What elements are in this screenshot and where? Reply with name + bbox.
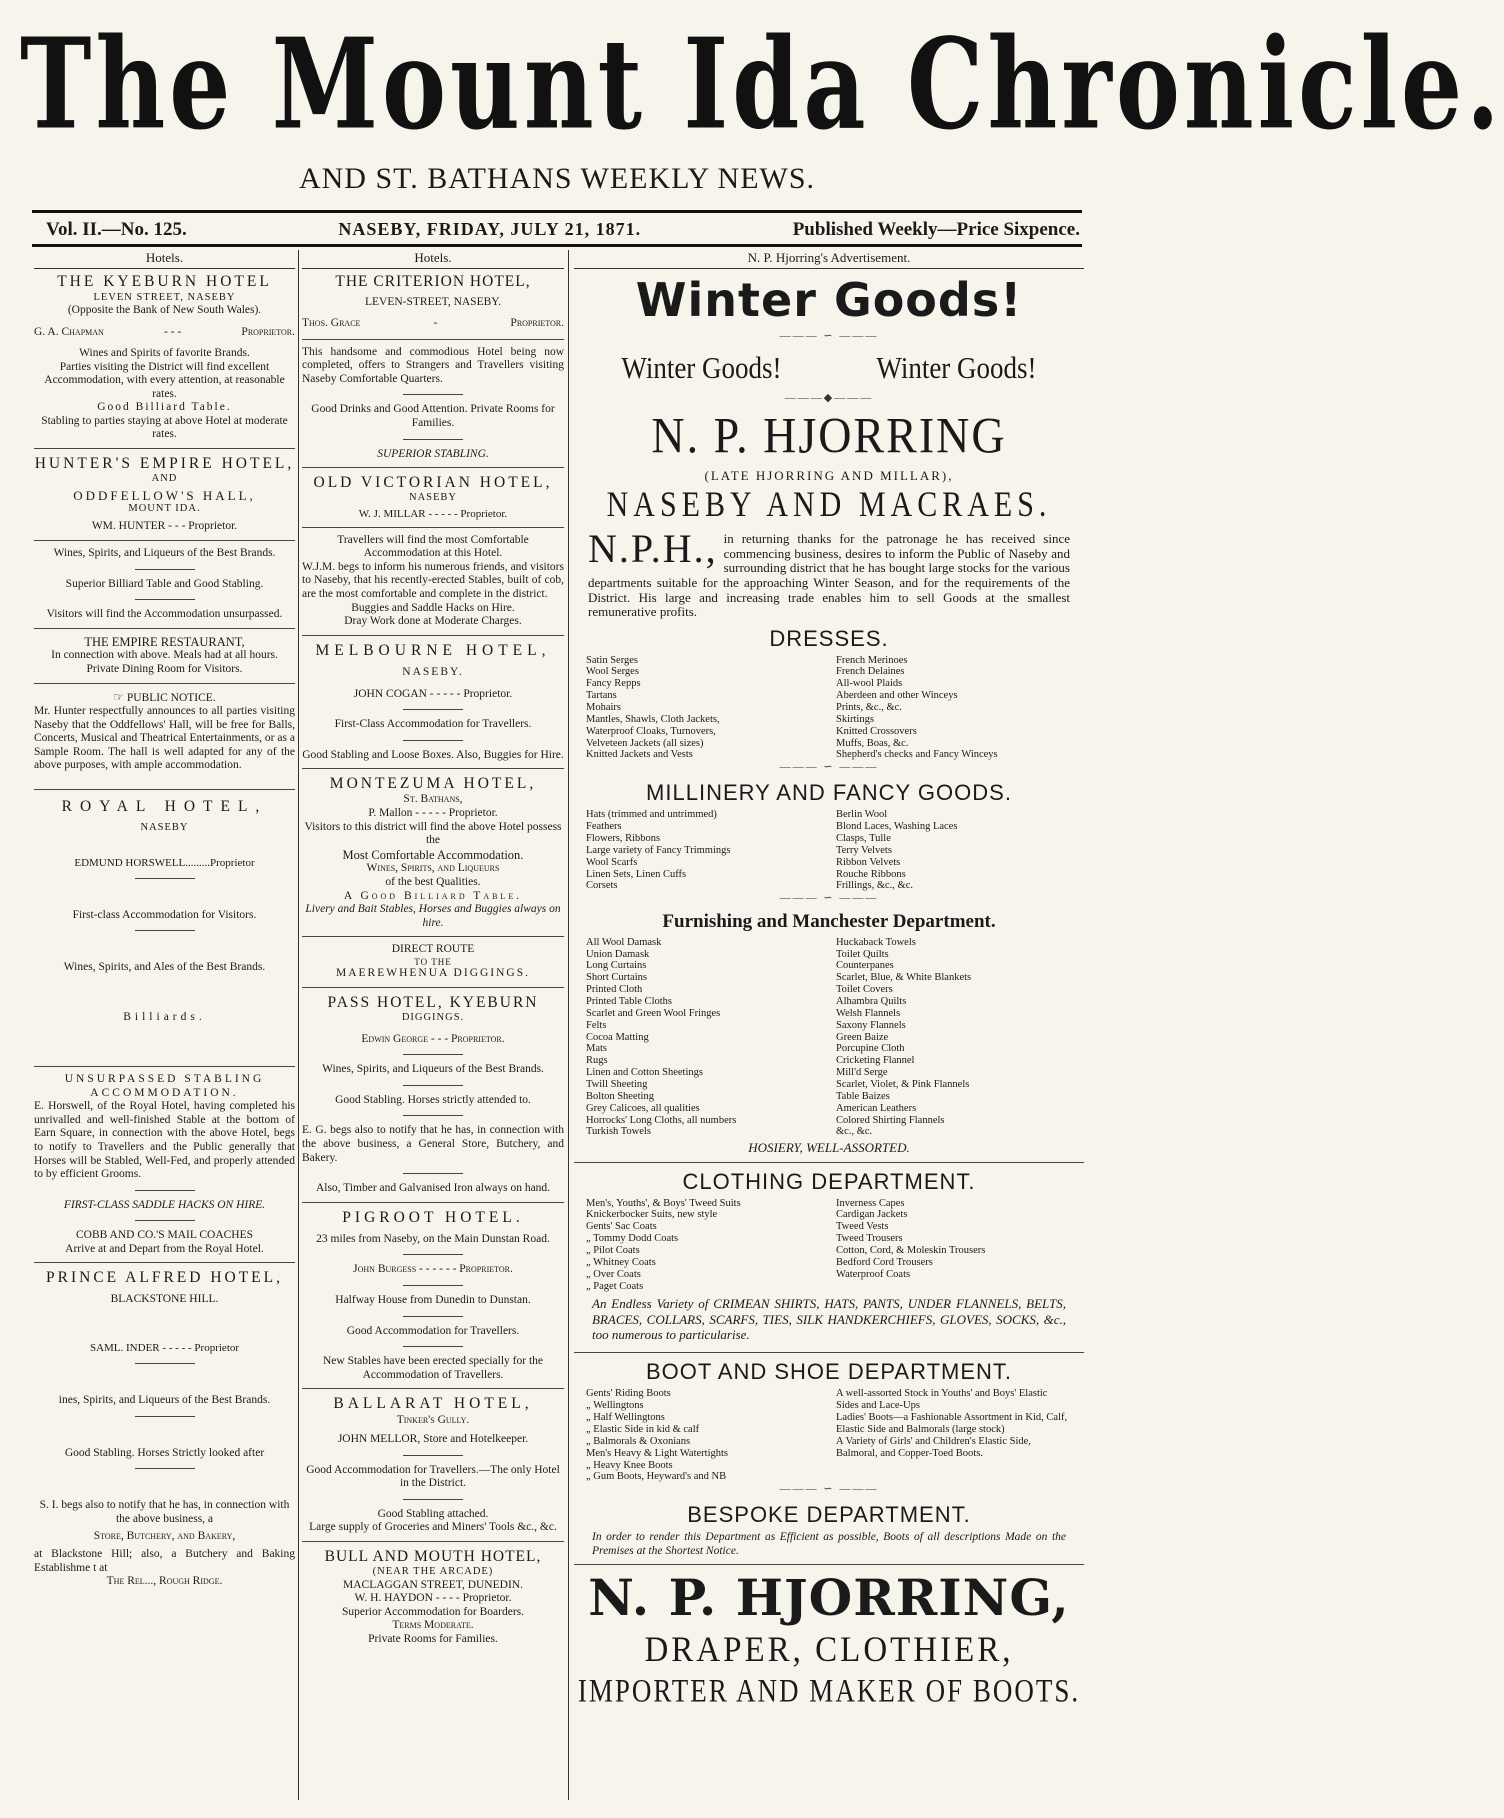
kyeburn-stabling: Stabling to parties staying at above Hotel at moderate rates. bbox=[41, 414, 288, 441]
victorian-buggies: Buggies and Saddle Hacks on Hire. bbox=[351, 601, 515, 614]
list-item: Ribbon Velvets bbox=[836, 856, 901, 868]
montezuma-hotel-name: MONTEZUMA HOTEL, bbox=[329, 775, 537, 793]
list-item: Gents' Riding Boots bbox=[586, 1388, 671, 1400]
list-item: A Variety of Girls' and Children's Elastic Side, Balmoral, and Copper-Toed Boots. bbox=[836, 1435, 1031, 1459]
pass-place: DIGGINGS. bbox=[401, 1012, 465, 1024]
kyeburn-proprietor: G. A. Chapman - - - Proprietor. bbox=[34, 325, 295, 338]
ballarat-accom: Good Accommodation for Travellers.—The only Hotel in the District. bbox=[306, 1463, 560, 1490]
list-item: Green Baize bbox=[836, 1031, 889, 1043]
pigroot-accom: Good Accommodation for Travellers. bbox=[346, 1324, 520, 1337]
divider bbox=[34, 683, 295, 684]
montezuma-billiard: A Good Billiard Table. bbox=[343, 889, 523, 902]
victorian-hotel-name: OLD VICTORIAN HOTEL, bbox=[313, 474, 553, 492]
divider bbox=[34, 1262, 295, 1263]
ballarat-supply: Large supply of Groceries and Miners' Tools &c., &c. bbox=[309, 1521, 557, 1534]
hunter-visitors: Visitors will find the Accommodation unsurpassed. bbox=[46, 608, 283, 621]
cobb-coaches: COBB AND CO.'S MAIL COACHES bbox=[75, 1229, 254, 1242]
stabling-text: E. Horswell, of the Royal Hotel, having completed his unrivalled and well-finished Stable at the bottom of Earn Square, in connection with the above Hotel, begs to notify to Travellers and the Public generally that Horses will be Stabled, Well-Fed, and properly attended to by efficient Grooms. bbox=[34, 1100, 295, 1181]
list-item: Waterproof Cloaks, Turnovers, bbox=[586, 725, 716, 737]
divider bbox=[302, 467, 564, 468]
list-item: Muffs, Boas, &c. bbox=[836, 737, 909, 749]
list-item: Turkish Towels bbox=[586, 1126, 651, 1138]
prince-place: BLACKSTONE HILL. bbox=[110, 1292, 219, 1305]
dateline bbox=[46, 219, 1080, 241]
divider bbox=[403, 1285, 463, 1286]
list-item: „ Heavy Knee Boots bbox=[586, 1459, 673, 1471]
list-item: Frillings, &c., &c. bbox=[836, 880, 913, 892]
list-item: Flowers, Ribbons bbox=[586, 832, 661, 844]
list-item: Saxony Flannels bbox=[836, 1019, 906, 1031]
prince-text: S. I. begs also to notify that he has, in connection with the above business, a bbox=[39, 1499, 290, 1525]
ornament: ——— ∽ ——— bbox=[779, 892, 879, 905]
royal-wines: Wines, Spirits, and Ales of the Best Brands. bbox=[63, 961, 266, 974]
oddfellows-hall: ODDFELLOW'S HALL, bbox=[73, 487, 256, 503]
divider bbox=[135, 1190, 195, 1191]
bull-near: (NEAR THE ARCADE) bbox=[372, 1566, 494, 1578]
pigroot-text: 23 miles from Naseby, on the Main Dunstan Road. bbox=[316, 1232, 550, 1245]
list-item: Linen Sets, Linen Cuffs bbox=[586, 868, 687, 880]
divider bbox=[34, 540, 295, 541]
list-item: Long Curtains bbox=[586, 960, 647, 972]
royal-place: NASEBY bbox=[140, 822, 189, 834]
list-item: „ Balmorals & Oxonians bbox=[586, 1435, 691, 1447]
divider bbox=[135, 1220, 195, 1221]
furnishing-title: Furnishing and Manchester Department. bbox=[662, 911, 996, 933]
stabling-title: UNSURPASSED STABLING ACCOMMODATION. bbox=[64, 1073, 265, 1099]
divider bbox=[403, 1346, 463, 1347]
list-item: „ Half Wellingtons bbox=[586, 1412, 665, 1424]
victorian-proprietor: W. J. MILLAR - - - - - Proprietor. bbox=[358, 507, 508, 520]
list-item: Short Curtains bbox=[586, 972, 647, 984]
masthead-title: The Mount Ida Chronicle. bbox=[20, 10, 1504, 158]
list-item: Knitted Crossovers bbox=[836, 725, 917, 737]
pigroot-halfway: Halfway House from Dunedin to Dunstan. bbox=[335, 1294, 531, 1307]
kyeburn-hotel-name: THE KYEBURN HOTEL bbox=[57, 273, 272, 291]
list-item: Berlin Wool bbox=[836, 809, 888, 821]
section-header: Hotels. bbox=[302, 250, 564, 269]
public-notice-title bbox=[34, 690, 295, 706]
divider bbox=[403, 1254, 463, 1255]
list-item: Prints, &c., &c. bbox=[836, 702, 902, 714]
hjorring-late: (LATE HJORRING AND MILLAR), bbox=[704, 467, 954, 483]
list-item: Table Baizes bbox=[836, 1090, 890, 1102]
list-item: Wool Scarfs bbox=[586, 856, 638, 868]
bull-street: MACLAGGAN STREET, DUNEDIN. bbox=[343, 1578, 523, 1591]
list-item: Cocoa Matting bbox=[586, 1031, 649, 1043]
divider bbox=[403, 1115, 463, 1116]
list-item: Tweed Trousers bbox=[836, 1233, 903, 1245]
footer-name: N. P. HJORRING, bbox=[588, 1568, 1070, 1628]
footer-trade1: DRAPER, CLOTHIER, bbox=[644, 1630, 1014, 1671]
divider bbox=[403, 740, 463, 741]
divider bbox=[302, 635, 564, 636]
clothing-list bbox=[574, 1198, 1084, 1293]
criterion-hotel-name: THE CRITERION HOTEL, bbox=[335, 273, 531, 291]
montezuma-wines: Wines, Spirits, and Liqueurs bbox=[366, 862, 500, 875]
masthead-subtitle: AND ST. BATHANS WEEKLY NEWS. bbox=[298, 162, 816, 195]
list-item: Scarlet and Green Wool Fringes bbox=[586, 1007, 721, 1019]
route-title: DIRECT ROUTE bbox=[391, 943, 475, 956]
section-header: N. P. Hjorring's Advertisement. bbox=[574, 250, 1084, 269]
divider bbox=[403, 1316, 463, 1317]
pigroot-proprietor: John Burgess - - - - - - Proprietor. bbox=[353, 1263, 513, 1276]
divider bbox=[302, 1202, 564, 1203]
hjorring-name: N. P. HJORRING bbox=[651, 407, 1007, 464]
list-item: Mats bbox=[586, 1043, 607, 1055]
column-divider-1 bbox=[298, 250, 299, 1800]
montezuma-livery: Livery and Bait Stables, Horses and Buggies always on hire. bbox=[305, 903, 561, 929]
boots-list bbox=[574, 1388, 1084, 1483]
winter-goods-sub bbox=[574, 350, 1084, 387]
hunter-place: MOUNT IDA. bbox=[128, 503, 201, 515]
divider bbox=[34, 448, 295, 449]
divider bbox=[135, 599, 195, 600]
divider bbox=[135, 569, 195, 570]
bull-terms: Terms Moderate. bbox=[392, 1619, 474, 1632]
saddle-hacks: FIRST-CLASS SADDLE HACKS ON HIRE. bbox=[63, 1198, 266, 1211]
boots-right bbox=[836, 1388, 1072, 1483]
winter-goods-left: Winter Goods! bbox=[621, 350, 782, 385]
royal-proprietor: EDMUND HORSWELL.........Proprietor bbox=[74, 856, 255, 869]
melbourne-place: NASEBY. bbox=[402, 665, 464, 678]
furnishing-list bbox=[574, 937, 1084, 1139]
proprietor-role: Proprietor. bbox=[241, 325, 295, 338]
column-hjorring-advertisement bbox=[574, 250, 1084, 1708]
intro-paragraph bbox=[574, 526, 1084, 620]
kyeburn-parties: Parties visiting the District will find excellent Accommodation, with every attention, at reasonable rates. bbox=[44, 360, 285, 400]
list-item: &c., &c. bbox=[836, 1126, 873, 1138]
montezuma-accom: Most Comfortable Accommodation. bbox=[342, 847, 524, 862]
pass-stabling: Good Stabling. Horses strictly attended to. bbox=[335, 1093, 531, 1106]
route-to: TO THE bbox=[414, 956, 452, 967]
pigroot-stables: New Stables have been erected specially for the Accommodation of Travellers. bbox=[323, 1355, 543, 1381]
millinery-title: MILLINERY AND FANCY GOODS. bbox=[646, 780, 1012, 806]
winter-goods-headline: Winter Goods! bbox=[635, 273, 1023, 328]
list-item: Aberdeen and other Winceys bbox=[836, 690, 958, 702]
pass-wines: Wines, Spirits, and Liqueurs of the Best Brands. bbox=[322, 1063, 544, 1076]
list-item: Blond Laces, Washing Laces bbox=[836, 821, 958, 833]
list-item: Printed Table Cloths bbox=[586, 995, 672, 1007]
rule-top bbox=[32, 210, 1082, 213]
intro-text: in returning thanks for the patronage he has received since commencing business, desires to inform the Public of Naseby and surrounding district that he has bought large stocks for the various departments suitable for the approaching Winter Season, and for the requirements of the District. His large and increasing trade enables him to sell Goods at the smallest remunerative profits. bbox=[588, 531, 1070, 620]
montezuma-proprietor: P. Mallon - - - - - Proprietor. bbox=[368, 807, 498, 820]
hjorring-places: NASEBY AND MACRAES. bbox=[606, 484, 1052, 525]
list-item: Union Damask bbox=[586, 948, 650, 960]
notice-title-text: PUBLIC NOTICE. bbox=[126, 691, 216, 704]
victorian-text2: W.J.M. begs to inform his numerous friends, and visitors to Naseby, that his recently-erected Stables, built of cob, are the most comfortable and complete in the district. bbox=[302, 560, 564, 600]
bull-proprietor: W. H. HAYDON - - - - Proprietor. bbox=[354, 1592, 512, 1605]
list-item: All-wool Plaids bbox=[836, 678, 903, 690]
bull-accom: Superior Accommodation for Boarders. bbox=[341, 1605, 525, 1618]
divider bbox=[302, 1388, 564, 1389]
divider bbox=[302, 527, 564, 528]
furnishing-right bbox=[836, 937, 1072, 1139]
list-item: Terry Velvets bbox=[836, 844, 892, 856]
dresses-left bbox=[586, 655, 822, 762]
divider bbox=[302, 768, 564, 769]
divider bbox=[135, 1468, 195, 1469]
rule-bottom bbox=[32, 244, 1082, 247]
list-item: Porcupine Cloth bbox=[836, 1043, 905, 1055]
boots-title: BOOT AND SHOE DEPARTMENT. bbox=[645, 1359, 1013, 1385]
list-item: Toilet Quilts bbox=[836, 948, 889, 960]
divider bbox=[302, 339, 564, 340]
divider bbox=[403, 439, 463, 440]
list-item: Bolton Sheeting bbox=[586, 1090, 654, 1102]
prince-text2: at Blackstone Hill; also, a Butchery and Baking Establishme t at bbox=[34, 1548, 295, 1574]
list-item: Velveteen Jackets (all sizes) bbox=[586, 737, 704, 749]
prince-store: Store, Butchery, and Bakery, bbox=[93, 1530, 236, 1543]
bespoke-text: In order to render this Department as Efficient as possible, Boots of all descriptions Made on the Premises at the Shortest Notice. bbox=[592, 1531, 1066, 1557]
list-item: Feathers bbox=[586, 821, 622, 833]
kyeburn-billiard: Good Billiard Table. bbox=[97, 401, 232, 414]
list-item: Felts bbox=[586, 1019, 607, 1031]
list-item: Skirtings bbox=[836, 713, 874, 725]
list-item: Mantles, Shawls, Cloth Jackets, bbox=[586, 713, 720, 725]
royal-billiards: Billiards. bbox=[123, 1010, 206, 1023]
list-item: Cardigan Jackets bbox=[836, 1209, 908, 1221]
kyeburn-wines: Wines and Spirits of favorite Brands. bbox=[79, 347, 250, 360]
divider bbox=[135, 878, 195, 879]
winter-goods-right: Winter Goods! bbox=[876, 350, 1037, 385]
list-item: French Delaines bbox=[836, 666, 905, 678]
hunter-billiard: Superior Billiard Table and Good Stabling. bbox=[65, 577, 264, 590]
divider bbox=[302, 1541, 564, 1542]
royal-hotel-name: ROYAL HOTEL, bbox=[61, 797, 268, 815]
section-header: Hotels. bbox=[34, 250, 295, 269]
kyeburn-street: LEVEN STREET, NASEBY bbox=[93, 291, 236, 303]
list-item: „ Gum Boots, Heyward's and NB bbox=[586, 1471, 727, 1483]
divider bbox=[135, 1416, 195, 1417]
list-item: Wool Serges bbox=[586, 666, 639, 678]
bull-hotel-name: BULL AND MOUTH HOTEL, bbox=[324, 1547, 542, 1565]
ballarat-stabling: Good Stabling attached. bbox=[377, 1507, 489, 1520]
list-item: Fancy Repps bbox=[586, 678, 641, 690]
pass-text: E. G. begs also to notify that he has, in connection with the above business, a General Store, Butchery, and Bakery. bbox=[302, 1124, 564, 1164]
divider bbox=[403, 1173, 463, 1174]
route-destination: MAEREWHENUA DIGGINGS. bbox=[335, 967, 531, 980]
list-item: All Wool Damask bbox=[586, 936, 662, 948]
hunter-hotel-name: HUNTER'S EMPIRE HOTEL, bbox=[34, 455, 295, 473]
proprietor-name: G. A. Chapman bbox=[34, 325, 104, 338]
divider bbox=[403, 1499, 463, 1500]
list-item: Clasps, Tulle bbox=[836, 832, 891, 844]
list-item: Waterproof Coats bbox=[836, 1268, 911, 1280]
list-item: „ Over Coats bbox=[586, 1268, 641, 1280]
millinery-right bbox=[836, 809, 1072, 892]
montezuma-place: St. Bathans, bbox=[403, 793, 463, 806]
divider bbox=[574, 1162, 1084, 1163]
criterion-text: This handsome and commodious Hotel being now completed, offers to Strangers and Travellers visiting Naseby Comfortable Quarters. bbox=[302, 345, 564, 385]
furnishing-left bbox=[586, 937, 822, 1139]
proprietor-role: Proprietor. bbox=[510, 317, 564, 330]
list-item: Scarlet, Blue, & White Blankets bbox=[836, 972, 972, 984]
list-item: Hats (trimmed and untrimmed) bbox=[586, 809, 717, 821]
ballarat-hotel-name: BALLARAT HOTEL, bbox=[333, 1395, 533, 1413]
list-item: Mohairs bbox=[586, 702, 621, 714]
list-item: Counterpanes bbox=[836, 960, 894, 972]
ornament: ——— ∽ ——— bbox=[779, 329, 879, 342]
list-item: Colored Shirting Flannels bbox=[836, 1114, 945, 1126]
ballarat-place: Tinker's Gully. bbox=[396, 1413, 470, 1426]
list-item: Tartans bbox=[586, 690, 617, 702]
list-item: Welsh Flannels bbox=[836, 1007, 901, 1019]
list-item: „ Whitney Coats bbox=[586, 1256, 656, 1268]
victorian-place: NASEBY bbox=[408, 492, 457, 504]
clothing-title: CLOTHING DEPARTMENT. bbox=[682, 1168, 976, 1194]
divider bbox=[574, 1352, 1084, 1353]
boots-left bbox=[586, 1388, 822, 1483]
volume-number: Vol. II.—No. 125. bbox=[46, 219, 187, 240]
pass-hotel-name: PASS HOTEL, KYEBURN bbox=[327, 994, 539, 1012]
list-item: Alhambra Quilts bbox=[836, 995, 907, 1007]
victorian-dray: Dray Work done at Moderate Charges. bbox=[344, 615, 522, 628]
kyeburn-opposite: (Opposite the Bank of New South Wales). bbox=[67, 303, 262, 316]
montezuma-text: Visitors to this district will find the above Hotel possess the bbox=[304, 820, 562, 847]
divider bbox=[34, 1066, 295, 1067]
criterion-drinks: Good Drinks and Good Attention. Private Rooms for Families. bbox=[311, 403, 555, 429]
list-item: Gents' Sac Coats bbox=[586, 1221, 657, 1233]
list-item: Printed Cloth bbox=[586, 984, 643, 996]
list-item: Knitted Jackets and Vests bbox=[586, 749, 693, 761]
proprietor-name: Thos. Grace bbox=[302, 317, 361, 330]
list-item: Scarlet, Violet, & Pink Flannels bbox=[836, 1078, 970, 1090]
list-item: Ladies' Boots—a Fashionable Assortment in Kid, Calf, Elastic Side and Balmorals (large stock) bbox=[836, 1412, 1068, 1435]
list-item: „ Paget Coats bbox=[586, 1280, 644, 1292]
list-item: Inverness Capes bbox=[836, 1197, 905, 1209]
ornament: ——— ∽ ——— bbox=[779, 761, 879, 774]
list-item: Corsets bbox=[586, 880, 618, 892]
list-item: „ Wellingtons bbox=[586, 1400, 644, 1412]
column-hotels-1 bbox=[34, 250, 295, 1589]
clothing-variety: An Endless Variety of CRIMEAN SHIRTS, HATS, PANTS, UNDER FLANNELS, BELTS, BRACES, COLLARS, SCARFS, TIES, SILK HANDKERCHIEFS, GLOVES, SOCKS, &c., too numerous to particularise. bbox=[592, 1296, 1066, 1343]
clothing-right bbox=[836, 1198, 1072, 1293]
footer-trade2: IMPORTER AND MAKER OF BOOTS. bbox=[577, 1673, 1081, 1710]
column-divider-2 bbox=[568, 250, 569, 1800]
millinery-list bbox=[574, 809, 1084, 892]
dresses-right bbox=[836, 655, 1072, 762]
empire-restaurant-text: In connection with above. Meals had at all hours. Private Dining Room for Visitors. bbox=[51, 649, 278, 675]
pigroot-hotel-name: PIGROOT HOTEL. bbox=[342, 1208, 524, 1226]
dresses-list bbox=[574, 655, 1084, 762]
issue-date: NASEBY, FRIDAY, JULY 21, 1871. bbox=[338, 219, 642, 239]
list-item: Rouche Ribbons bbox=[836, 868, 906, 880]
list-item: French Merinoes bbox=[836, 654, 908, 666]
list-item: „ Elastic Side in kid & calf bbox=[586, 1423, 700, 1435]
criterion-street: LEVEN-STREET, NASEBY. bbox=[365, 295, 501, 308]
criterion-proprietor: Thos. Grace - Proprietor. bbox=[302, 317, 564, 330]
prince-alfred-hotel-name: PRINCE ALFRED HOTEL, bbox=[46, 1269, 283, 1287]
list-item: Twill Sheeting bbox=[586, 1078, 648, 1090]
empire-restaurant-name: THE EMPIRE RESTAURANT, bbox=[84, 634, 245, 649]
montezuma-qualities: of the best Qualities. bbox=[385, 876, 481, 889]
victorian-text1: Travellers will find the most Comfortable Accommodation at this Hotel. bbox=[337, 533, 529, 560]
list-item: A well-assorted Stock in Youths' and Boys' Elastic Sides and Lace-Ups bbox=[836, 1388, 1048, 1412]
divider bbox=[574, 1564, 1084, 1565]
divider bbox=[403, 709, 463, 710]
criterion-stabling: SUPERIOR STABLING. bbox=[377, 447, 489, 460]
hunter-proprietor: WM. HUNTER - - - Proprietor. bbox=[91, 520, 238, 533]
list-item: Cotton, Cord, & Moleskin Trousers bbox=[836, 1244, 986, 1256]
list-item: Shepherd's checks and Fancy Winceys bbox=[836, 749, 998, 761]
melbourne-hotel-name: MELBOURNE HOTEL, bbox=[315, 641, 551, 659]
list-item: American Leathers bbox=[836, 1102, 917, 1114]
cobb-arrive: Arrive at and Depart from the Royal Hotel. bbox=[65, 1242, 264, 1255]
list-item: Bedford Cord Trousers bbox=[836, 1256, 933, 1268]
hosiery: HOSIERY, WELL-ASSORTED. bbox=[748, 1140, 910, 1156]
list-item: Horrocks' Long Cloths, all numbers bbox=[586, 1114, 737, 1126]
divider bbox=[34, 789, 295, 790]
list-item: „ Tommy Dodd Coats bbox=[586, 1233, 679, 1245]
list-item: Knickerbocker Suits, new style bbox=[586, 1209, 718, 1221]
divider bbox=[34, 628, 295, 629]
list-item: Huckaback Towels bbox=[836, 936, 916, 948]
list-item: Men's, Youths', & Boys' Tweed Suits bbox=[586, 1197, 741, 1209]
list-item: Large variety of Fancy Trimmings bbox=[586, 844, 731, 856]
millinery-left bbox=[586, 809, 822, 892]
list-item: Tweed Vests bbox=[836, 1221, 889, 1233]
ornament: ——— ∽ ——— bbox=[779, 1483, 879, 1496]
melbourne-stabling: Good Stabling and Loose Boxes. Also, Buggies for Hire. bbox=[302, 748, 564, 761]
hunter-and: AND bbox=[151, 473, 178, 485]
divider bbox=[302, 936, 564, 937]
divider bbox=[302, 987, 564, 988]
divider bbox=[403, 1054, 463, 1055]
list-item: Rugs bbox=[586, 1055, 608, 1067]
prince-stabling: Good Stabling. Horses Strictly looked after bbox=[64, 1446, 265, 1459]
pass-timber: Also, Timber and Galvanised Iron always on hand. bbox=[315, 1182, 551, 1195]
prince-proprietor: SAML. INDER - - - - - Proprietor bbox=[89, 1342, 240, 1355]
divider bbox=[403, 1085, 463, 1086]
list-item: Cricketing Flannel bbox=[836, 1055, 915, 1067]
bull-rooms: Private Rooms for Families. bbox=[368, 1632, 498, 1645]
price-notice: Published Weekly—Price Sixpence. bbox=[792, 219, 1080, 240]
divider bbox=[403, 1455, 463, 1456]
pass-proprietor: Edwin George - - - Proprietor. bbox=[361, 1032, 505, 1045]
dresses-title: DRESSES. bbox=[769, 625, 889, 651]
clothing-left bbox=[586, 1198, 822, 1293]
ornament: ———◆——— bbox=[784, 392, 874, 405]
prince-wines: ines, Spirits, and Liqueurs of the Best Brands. bbox=[58, 1394, 271, 1407]
melbourne-accom: First-Class Accommodation for Travellers. bbox=[334, 718, 532, 731]
melbourne-proprietor: JOHN COGAN - - - - - Proprietor. bbox=[353, 687, 513, 700]
royal-accommodation: First-class Accommodation for Visitors. bbox=[72, 908, 257, 921]
divider bbox=[135, 1363, 195, 1364]
bespoke-title: BESPOKE DEPARTMENT. bbox=[687, 1502, 971, 1528]
prince-ridge: The Rel..., Rough Ridge. bbox=[106, 1575, 223, 1588]
initials: N.P.H., bbox=[588, 526, 718, 572]
public-notice-text: Mr. Hunter respectfully announces to all parties visiting Naseby that the Oddfellows' Hall, will be free for Balls, Concerts, Musical and Theatrical Entertainments, or as a Sample Room. The hall is well adapted for any of the above purposes, with ample accommodation. bbox=[34, 705, 295, 772]
pointing-hand-icon: ☞ bbox=[113, 689, 125, 704]
list-item: Mill'd Serge bbox=[836, 1067, 888, 1079]
list-item: „ Pilot Coats bbox=[586, 1244, 640, 1256]
list-item: Linen and Cotton Sheetings bbox=[586, 1067, 703, 1079]
list-item: Grey Calicoes, all qualities bbox=[586, 1102, 700, 1114]
list-item: Men's Heavy & Light Watertights bbox=[586, 1447, 728, 1459]
ballarat-proprietor: JOHN MELLOR, Store and Hotelkeeper. bbox=[337, 1433, 529, 1446]
list-item: Toilet Covers bbox=[836, 984, 893, 996]
divider bbox=[403, 394, 463, 395]
divider bbox=[135, 930, 195, 931]
column-hotels-2 bbox=[302, 250, 564, 1646]
list-item: Satin Serges bbox=[586, 654, 639, 666]
hunter-wines: Wines, Spirits, and Liqueurs of the Best Brands. bbox=[53, 546, 276, 559]
